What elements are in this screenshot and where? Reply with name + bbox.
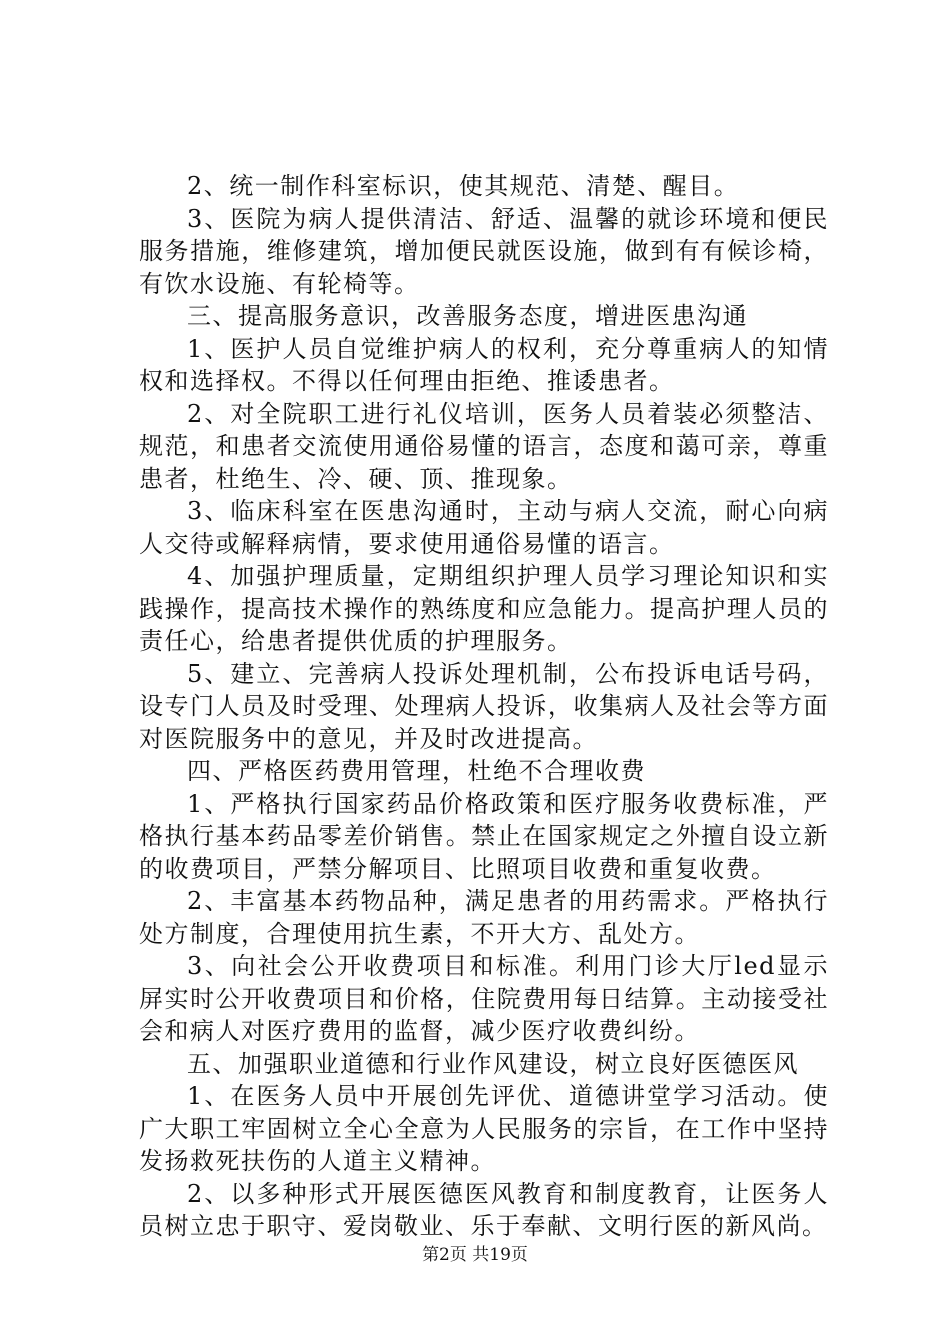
- paragraph: 3、向社会公开收费项目和标准。利用门诊大厅led显示屏实时公开收费项目和价格，住院费用每日结算。主动接受社会和病人对医疗费用的监督，减少医疗收费纠纷。: [139, 952, 829, 1045]
- paragraph: 4、加强护理质量，定期组织护理人员学习理论知识和实践操作，提高技术操作的熟练度和应急能力。提高护理人员的责任心，给患者提供优质的护理服务。: [139, 562, 829, 655]
- paragraph: 1、严格执行国家药品价格政策和医疗服务收费标准，严格执行基本药品零差价销售。禁止在国家规定之外擅自设立新的收费项目，严禁分解项目、比照项目收费和重复收费。: [139, 789, 829, 883]
- section-heading: 四、严格医药费用管理，杜绝不合理收费: [187, 757, 646, 785]
- paragraph: 3、临床科室在医患沟通时，主动与病人交流，耐心向病人交待或解释病情，要求使用通俗易懂的语言。: [139, 497, 829, 558]
- page-number: 第2页 共19页: [422, 1245, 528, 1265]
- document-body: [139, 170, 829, 1243]
- paragraph: 1、医护人员自觉维护病人的权利，充分尊重病人的知情权和选择权。不得以任何理由拒绝、推诿患者。: [139, 334, 829, 395]
- paragraph: 5、建立、完善病人投诉处理机制，公布投诉电话号码，设专门人员及时受理、处理病人投诉，收集病人及社会等方面对医院服务中的意见，并及时改进提高。: [139, 659, 829, 753]
- page-footer: [0, 1240, 950, 1265]
- section-heading: 五、加强职业道德和行业作风建设，树立良好医德医风: [187, 1049, 799, 1078]
- paragraph: 2、以多种形式开展医德医风教育和制度教育，让医务人员树立忠于职守、爱岗敬业、乐于奉献、文明行医的新风尚。: [139, 1179, 829, 1240]
- paragraph: 1、在医务人员中开展创先评优、道德讲堂学习活动。使广大职工牢固树立全心全意为人民服务的宗旨，在工作中坚持发扬救死扶伤的人道主义精神。: [139, 1082, 829, 1175]
- paragraph: 2、对全院职工进行礼仪培训，医务人员着装必须整洁、规范，和患者交流使用通俗易懂的语言，态度和蔼可亲，尊重患者，杜绝生、冷、硬、顶、推现象。: [139, 399, 829, 493]
- paragraph: 2、统一制作科室标识，使其规范、清楚、醒目。: [187, 172, 740, 200]
- paragraph: 2、丰富基本药物品种，满足患者的用药需求。严格执行处方制度，合理使用抗生素，不开大方、乱处方。: [139, 887, 829, 948]
- paragraph: 3、医院为病人提供清洁、舒适、温馨的就诊环境和便民服务措施，维修建筑，增加便民就医设施，做到有有候诊椅，有饮水设施、有轮椅等。: [139, 204, 829, 298]
- section-heading: 三、提高服务意识，改善服务态度，增进医患沟通: [187, 302, 748, 330]
